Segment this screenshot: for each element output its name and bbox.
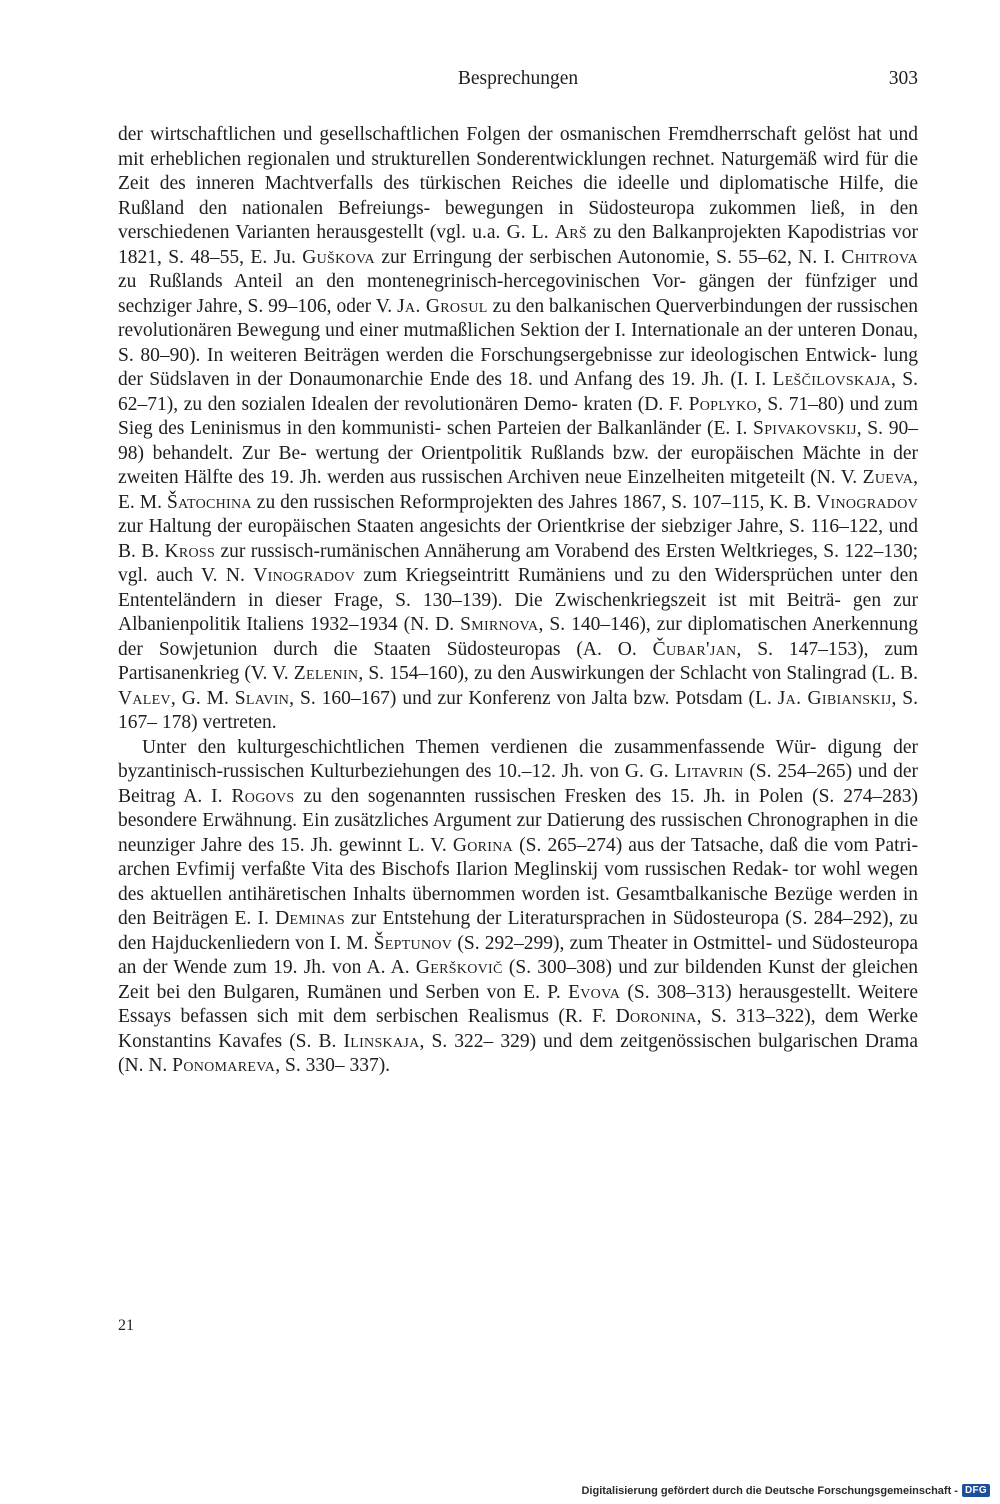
- signature-mark: 21: [118, 1317, 134, 1334]
- footer-text: Digitalisierung gefördert durch die Deutsche Forschungsgemeinschaft -: [581, 1484, 958, 1497]
- paragraph-2: Unter den kulturgeschichtlichen Themen verdienen die zusammenfassende Wür- digung der byzantinisch-russischen Kulturbeziehungen des 10.–12. Jh. von G. G. Litavrin (S. 254–265) und der Beitrag A. I. Rogovs zu den sogenannten russischen Fresken des 15. Jh. in Polen (S. 274–283) besondere Erwähnung. Ein zusätzliches Argument zur Datierung des russischen Chronographen in die neunziger Jahre des 15. Jh. gewinnt L. V. Gorina (S. 265–274) aus der Tatsache, daß die vom Patri- archen Evfimij verfaßte Vita des Bischofs Ilarion Meglinskij vom russischen Redak- tor wohl wegen des aktuellen antihäretischen Inhalts übernommen worden ist. Gesamtbalkanische Bezüge werden in den Beiträgen E. I. Deminas zur Entstehung der Literatursprachen in Südosteuropa (S. 284–292), zu den Hajduckenliedern von I. M. Šeptunov (S. 292–299), zum Theater in Ostmittel- und Südosteuropa an der Wende zum 19. Jh. von A. A. Gerškovič (S. 300–308) und zur bildenden Kunst der gleichen Zeit bei den Bulgaren, Rumänen und Serben von E. P. Evova (S. 308–313) herausgestellt. Weitere Essays befassen sich mit dem serbischen Realismus (R. F. Doronina, S. 313–322), dem Werke Konstantins Kavafes (S. B. Ilinskaja, S. 322– 329) und dem zeitgenössischen bulgarischen Drama (N. N. Ponomareva, S. 330– 337).: [118, 736, 919, 1076]
- dfg-logo: DFG: [962, 1484, 990, 1497]
- body-text: [118, 123, 918, 1079]
- page-number: 303: [888, 68, 918, 89]
- running-title: Besprechungen: [457, 68, 579, 89]
- running-head: [118, 68, 918, 98]
- paragraph-1: der wirtschaftlichen und gesellschaftlichen Folgen der osmanischen Fremdherrschaft gelöst hat und mit erheblichen regionalen und strukturellen Sonderentwicklungen rechnet. Naturgemäß wird für die Zeit des inneren Machtverfalls des türkischen Reiches die ideelle und diplomatische Hilfe, die Rußland den nationalen Befreiungs- bewegungen in Südosteuropa zukommen ließ, in den verschiedenen Varianten herausgestellt (vgl. u.a. G. L. Arš zu den Balkanprojekten Kapodistrias vor 1821, S. 48–55, E. Ju. Guškova zur Erringung der serbischen Autonomie, S. 55–62, N. I. Chitrova zu Rußlands Anteil an den montenegrinisch-hercegovinischen Vor- gängen der fünfziger und sechziger Jahre, S. 99–106, oder V. Ja. Grosul zu den balkanischen Querverbindungen der russischen revolutionären Bewegung und einer mutmaßlichen Sektion der I. Internationale an der unteren Donau, S. 80–90). In weiteren Beiträgen werden die Forschungsergebnisse zur ideologischen Entwick- lung der Südslaven in der Donaumonarchie Ende des 18. und Anfang des 19. Jh. (I. I. Leščilovskaja, S. 62–71), zu den sozialen Idealen der revolutionären Demo- kraten (D. F. Poplyko, S. 71–80) und zum Sieg des Leninismus in den kommunisti- schen Parteien der Balkanländer (E. I. Spivakovskij, S. 90–98) behandelt. Zur Be- wertung der Orientpolitik Rußlands bzw. der europäischen Mächte in der zweiten Hälfte des 19. Jh. werden aus russischen Archiven neue Einzelheiten mitgeteilt (N. V. Zueva, E. M. Šatochina zu den russischen Reformprojekten des Jahres 1867, S. 107–115, K. B. Vinogradov zur Haltung der europäischen Staaten angesichts der Orientkrise der siebziger Jahre, S. 116–122, und B. B. Kross zur russisch-rumänischen Annäherung am Vorabend des Ersten Weltkrieges, S. 122–130; vgl. auch V. N. Vinogradov zum Kriegseintritt Rumäniens und zu den Widersprüchen unter den Ententeländern in dieser Frage, S. 130–139). Die Zwischenkriegszeit ist mit Beiträ- gen zur Albanienpolitik Italiens 1932–1934 (N. D. Smirnova, S. 140–146), zur diplomatischen Anerkennung der Sowjetunion durch die Staaten Südosteuropas (A. O. Čubar'jan, S. 147–153), zum Partisanenkrieg (V. V. Zelenin, S. 154–160), zu den Auswirkungen der Schlacht von Stalingrad (L. B. Valev, G. M. Slavin, S. 160–167) und zur Konferenz von Jalta bzw. Potsdam (L. Ja. Gibianskij, S. 167– 178) vertreten.: [118, 124, 919, 733]
- digitization-footer: [581, 1484, 990, 1497]
